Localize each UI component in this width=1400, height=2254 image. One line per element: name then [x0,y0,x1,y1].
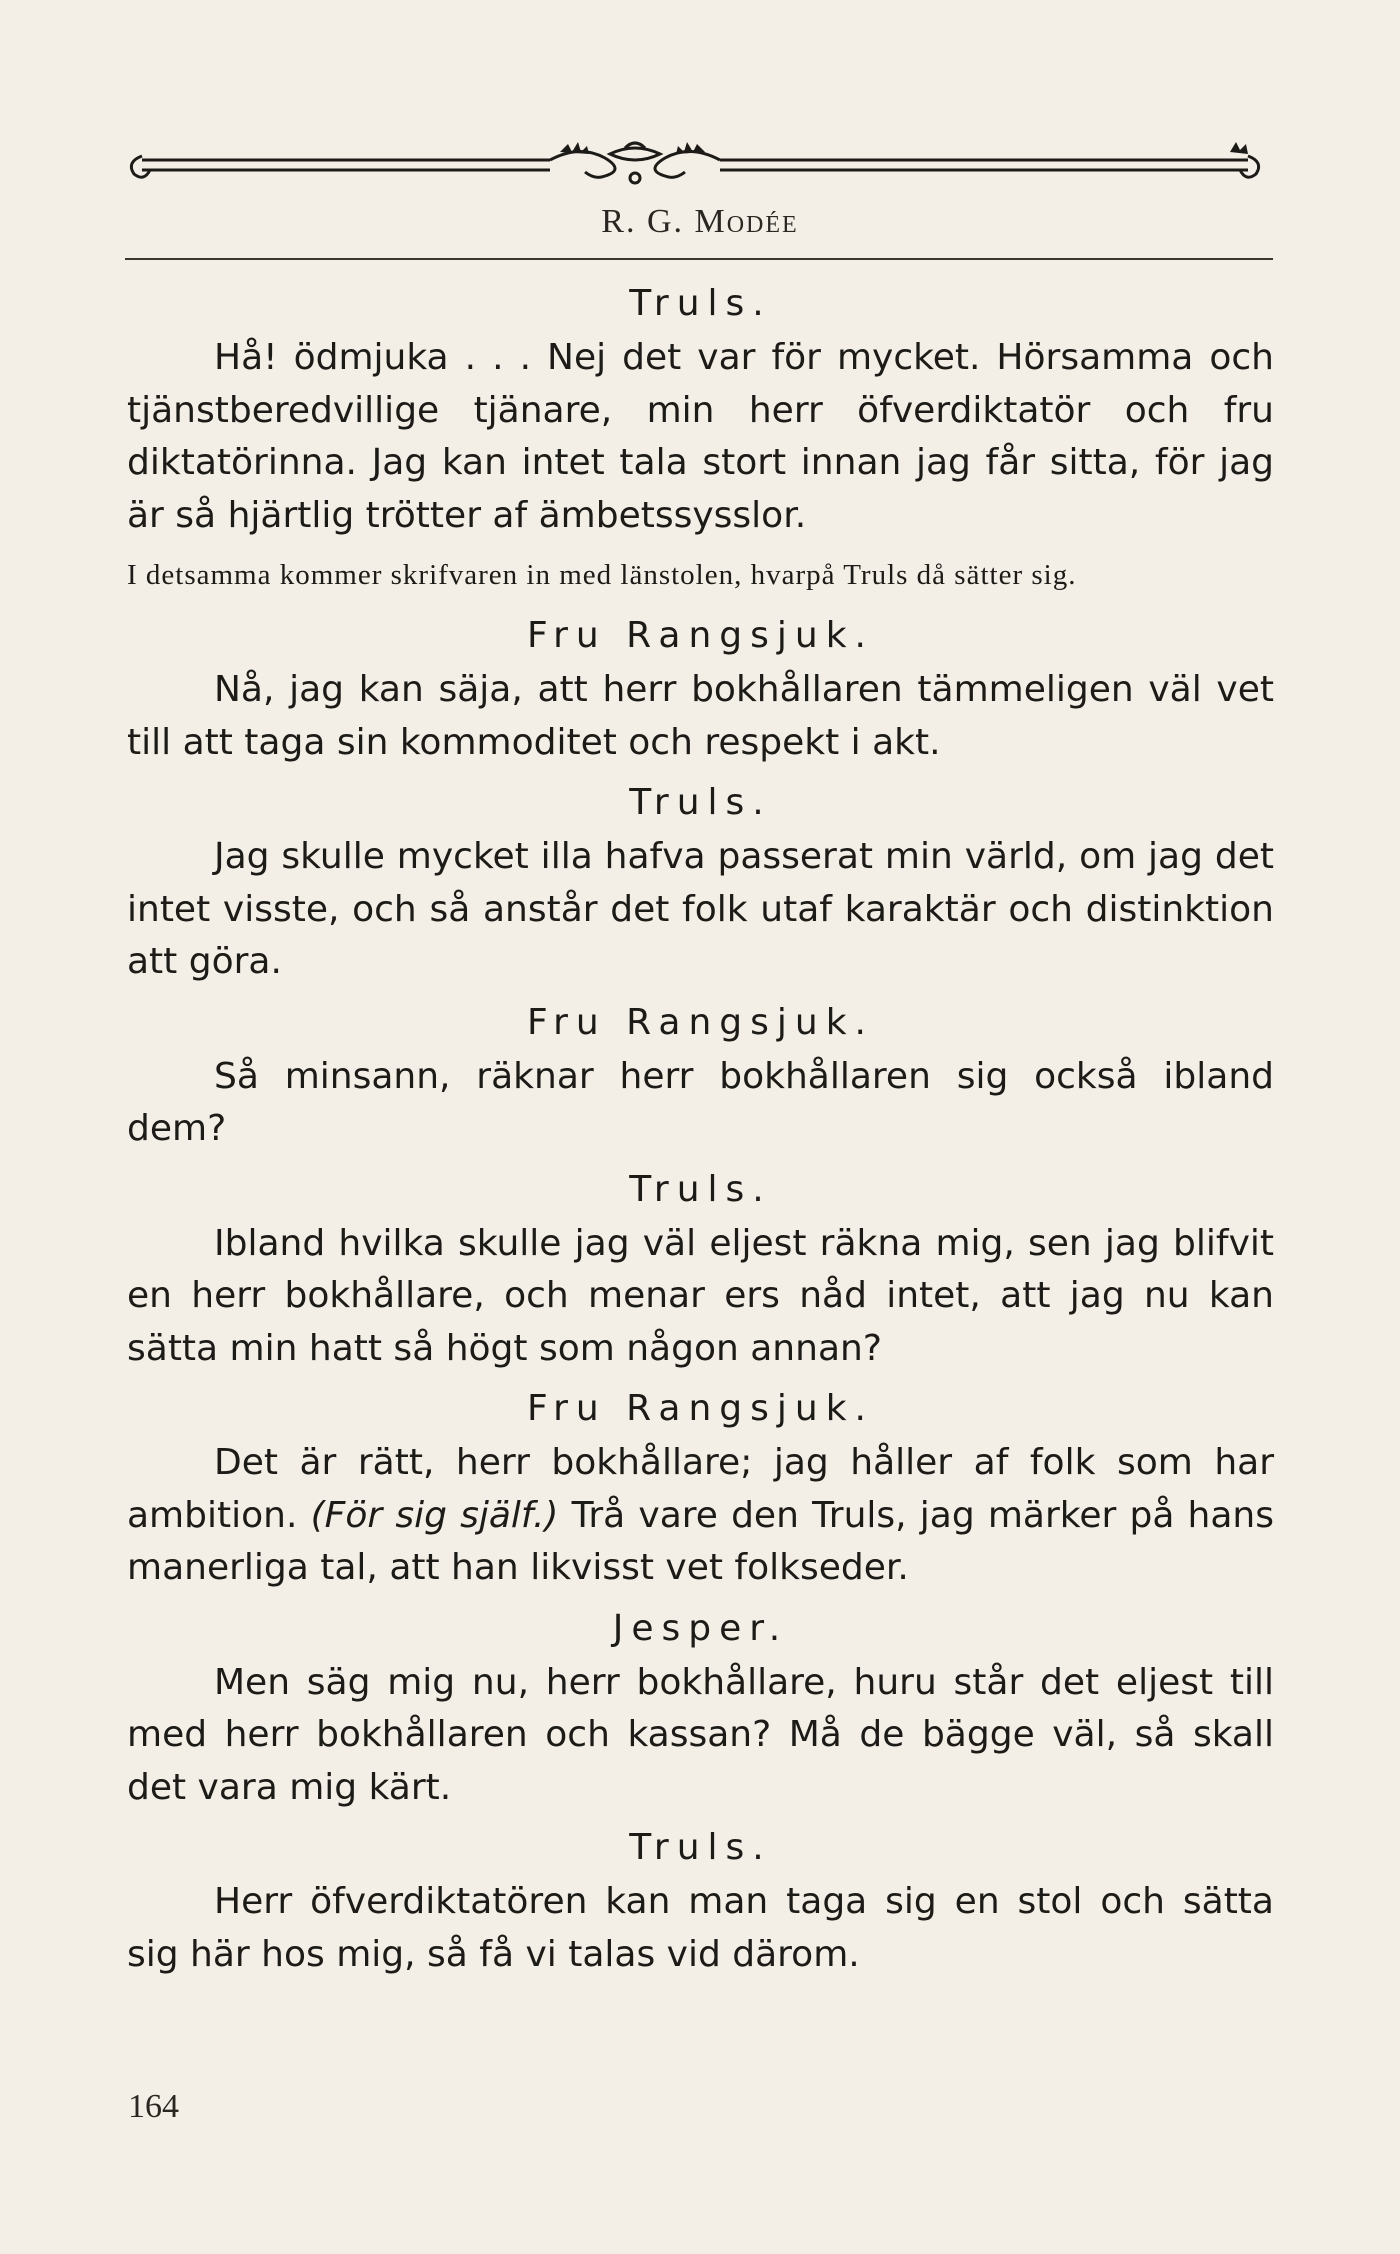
speaker-name: Fru Rangsjuk. [527,1001,874,1043]
page-number: 164 [128,2088,179,2125]
speaker-name: Truls. [629,782,772,823]
speech-paragraph: Men säg mig nu, herr bokhållare, huru står det eljest till med herr bokhållaren och kassan? Må de bägge väl, så skall det vara mig kärt. [127,1661,1274,1808]
running-head: R. G. Modée [601,203,799,240]
speaker-name: Fru Rangsjuk. [527,1388,874,1429]
speech-paragraph: Ibland hvilka skulle jag väl eljest räkna mig, sen jag blifvit en herr bokhållare, och menar ers nåd intet, att jag nu kan sätta min hatt så högt som någon annan? [127,1222,1274,1369]
speech-text: Trå vare den Truls, jag märker på hans manerliga tal, att han likvisst vet folkseder. [127,1494,1274,1588]
text-column [127,270,1274,1981]
speech-paragraph [127,1437,1274,1595]
speech-paragraph: Herr öfverdiktatören kan man taga sig en stol och sätta sig här hos mig, så få vi talas vid därom. [127,1881,1274,1975]
speech-paragraph: Så minsann, räknar herr bokhållaren sig också ibland dem? [127,1055,1274,1149]
speech-text: Det är rätt, herr bokhållare; jag håller af folk som har ambition. [127,1442,1274,1536]
speech-paragraph: Nå, jag kan säja, att herr bokhållaren tämmeligen väl vet till att taga sin kommoditet och respekt i akt. [127,669,1274,763]
speaker-name: Truls. [629,1827,772,1868]
stage-direction: I detsamma kommer skrifvaren in med länstolen, hvarpå Truls då sätter sig. [127,559,1077,591]
speaker-name: Fru Rangsjuk. [527,615,874,656]
speaker-name: Jesper. [612,1607,789,1649]
speaker-name: Truls. [629,283,772,324]
speaker-name: Truls. [629,1168,772,1210]
decorative-header-ornament [120,138,1275,194]
header-rule [125,258,1273,260]
aside-direction: (För sig själf.) [310,1494,559,1536]
speech-paragraph: Jag skulle mycket illa hafva passerat min värld, om jag det intet visste, och så anstår det folk utaf karaktär och distinktion att göra. [127,836,1274,982]
speech-paragraph: Hå! ödmjuka . . . Nej det var för mycket. Hörsamma och tjänstberedvillige tjänare, min herr öfverdiktatör och fru diktatörinna. Jag kan intet tala stort innan jag får sitta, för jag är så hjärtlig trötter af ämbetssysslor. [127,337,1274,536]
